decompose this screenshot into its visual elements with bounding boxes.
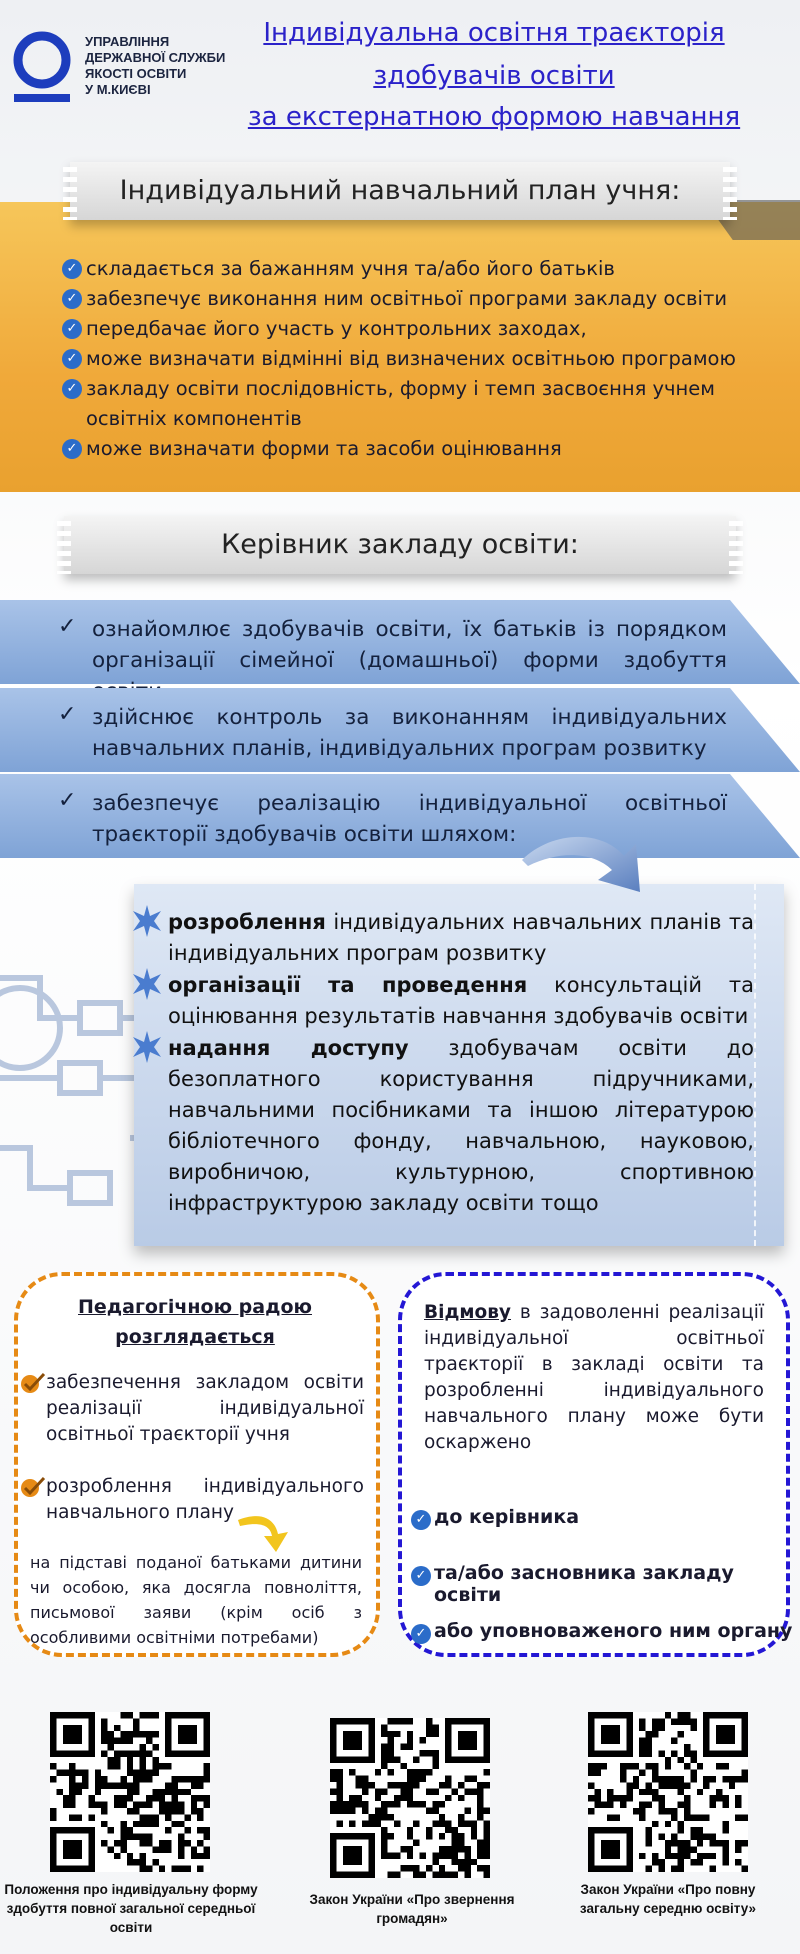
method-text: індивідуальних навчальних планів та індивідуальних програм розвитку bbox=[168, 910, 754, 965]
method-bold: організації та проведення bbox=[168, 973, 528, 997]
plan-item-text: передбачає його участь у контрольних заходах, bbox=[86, 317, 587, 340]
refusal-option: до керівника bbox=[434, 1506, 580, 1528]
method-text: консультацій та оцінювання результатів навчання здобувачів освіти bbox=[168, 973, 754, 1028]
plan-item-text: може визначати відмінні від визначених освітньою програмою bbox=[86, 347, 736, 370]
head-heading bbox=[64, 516, 736, 574]
method-item bbox=[168, 1033, 754, 1219]
plan-item bbox=[62, 344, 768, 374]
qr-code-icon[interactable] bbox=[588, 1712, 748, 1872]
plan-item bbox=[62, 254, 768, 284]
curved-arrow-icon bbox=[520, 826, 650, 896]
page-title-line: здобувачів освіти bbox=[373, 61, 615, 91]
orange-check-icon bbox=[20, 1372, 46, 1394]
plan-item-text: забезпечує виконання ним освітньої програми закладу освіти bbox=[86, 287, 727, 310]
check-icon: ✓ bbox=[62, 349, 82, 369]
check-icon: ✓ bbox=[62, 439, 82, 459]
tick-icon: ✓ bbox=[58, 788, 77, 813]
check-icon: ✓ bbox=[411, 1624, 431, 1644]
head-duty-text: ознайомлює здобувачів освіти, їх батьків із порядком організації сімейної (домашньої) форми здобуття bbox=[92, 617, 727, 673]
org-line: У М.КИЄВІ bbox=[85, 82, 151, 97]
refusal-option: або уповноваженого ним органу bbox=[434, 1620, 793, 1642]
plan-heading bbox=[70, 162, 730, 220]
head-heading-text: Керівник закладу освіти: bbox=[221, 529, 579, 560]
qr-caption: Закон України «Про звернення громадян» bbox=[309, 1892, 515, 1926]
check-icon: ✓ bbox=[411, 1566, 431, 1586]
head-duty-text: забезпечує реалізацію індивідуальної освітньої траєкторії здобувачів освіти шляхом: bbox=[92, 791, 727, 847]
plan-item bbox=[62, 314, 768, 344]
council-item: розроблення індивідуального навчального плану bbox=[46, 1476, 364, 1523]
head-duty-text: здійснює контроль за виконанням індивідуальних навчальних планів, індивідуальних програм розвитку bbox=[92, 705, 727, 761]
check-icon: ✓ bbox=[62, 319, 82, 339]
org-line: ЯКОСТІ ОСВІТИ bbox=[85, 66, 187, 81]
star-bullet-icon bbox=[130, 904, 164, 938]
check-icon: ✓ bbox=[62, 289, 82, 309]
qr-code-icon[interactable] bbox=[330, 1718, 490, 1878]
qr-code-icon[interactable] bbox=[50, 1712, 210, 1872]
method-text: здобувачам освіти до безоплатного користування підручниками, навчальними посібниками та іншою літературою бібліотечного фонду, навчальною, науковою, виробничою, культурною, спортивною інфраструктурою закладу освіти тощо bbox=[168, 1036, 754, 1215]
refusal-text bbox=[424, 1300, 764, 1456]
panel-curl bbox=[754, 884, 784, 1246]
plan-item bbox=[62, 434, 768, 464]
council-item: забезпечення закладом освіти реалізації індивідуальної освітньої траєкторії учня bbox=[46, 1372, 364, 1445]
qr-caption: Закон України «Про повну загальну середню освіту» bbox=[579, 1882, 757, 1916]
method-bold: надання доступу bbox=[168, 1036, 409, 1060]
check-icon: ✓ bbox=[62, 379, 82, 399]
method-bold: розроблення bbox=[168, 910, 326, 934]
council-title: Педагогічною радою bbox=[78, 1296, 312, 1318]
refusal-lead: Відмову bbox=[424, 1302, 511, 1323]
org-line: УПРАВЛІННЯ bbox=[85, 34, 170, 49]
page-title-line: Індивідуальна освітня траєкторія bbox=[263, 18, 725, 48]
check-icon: ✓ bbox=[62, 259, 82, 279]
plan-item bbox=[62, 374, 768, 434]
star-bullet-icon bbox=[130, 1030, 164, 1064]
refusal-option: та/або засновника закладу освіти bbox=[434, 1562, 734, 1606]
plan-heading-text: Індивідуальний навчальний план учня: bbox=[119, 175, 681, 206]
org-line: ДЕРЖАВНОЇ СЛУЖБИ bbox=[85, 50, 226, 65]
plan-item-text: закладу освіти послідовність, форму і темп засвоєння учнем освітніх компонентів bbox=[86, 377, 716, 430]
page-title-line: за екстернатною формою навчання bbox=[247, 102, 741, 132]
organization-logo bbox=[12, 30, 72, 104]
star-bullet-icon bbox=[130, 967, 164, 1001]
council-title: розглядається bbox=[115, 1326, 275, 1348]
plan-item bbox=[62, 284, 768, 314]
orange-check-icon bbox=[20, 1476, 46, 1498]
tick-icon: ✓ bbox=[58, 702, 77, 727]
check-icon: ✓ bbox=[411, 1510, 431, 1530]
qr-caption: Положення про індивідуальну форму здобуття повної загальної середньої освіти bbox=[4, 1882, 258, 1935]
tick-icon: ✓ bbox=[58, 614, 77, 639]
plan-item-text: може визначати форми та засоби оцінювання bbox=[86, 437, 562, 460]
refusal-rest: в задоволенні реалізації індивідуальної освітньої траєкторії в закладі освіти та розробленні індивідуального навчального плану може бути оскаржено bbox=[424, 1302, 764, 1453]
council-note: на підставі поданої батьками дитини чи особою, яка досягла повноліття, письмової заяви (крім осіб з особливими освітніми потребами) bbox=[30, 1553, 362, 1647]
plan-item-text: складається за бажанням учня та/або його батьків bbox=[86, 257, 615, 280]
method-item bbox=[168, 907, 754, 969]
yellow-arrow-icon bbox=[236, 1510, 292, 1554]
method-item bbox=[168, 970, 754, 1032]
